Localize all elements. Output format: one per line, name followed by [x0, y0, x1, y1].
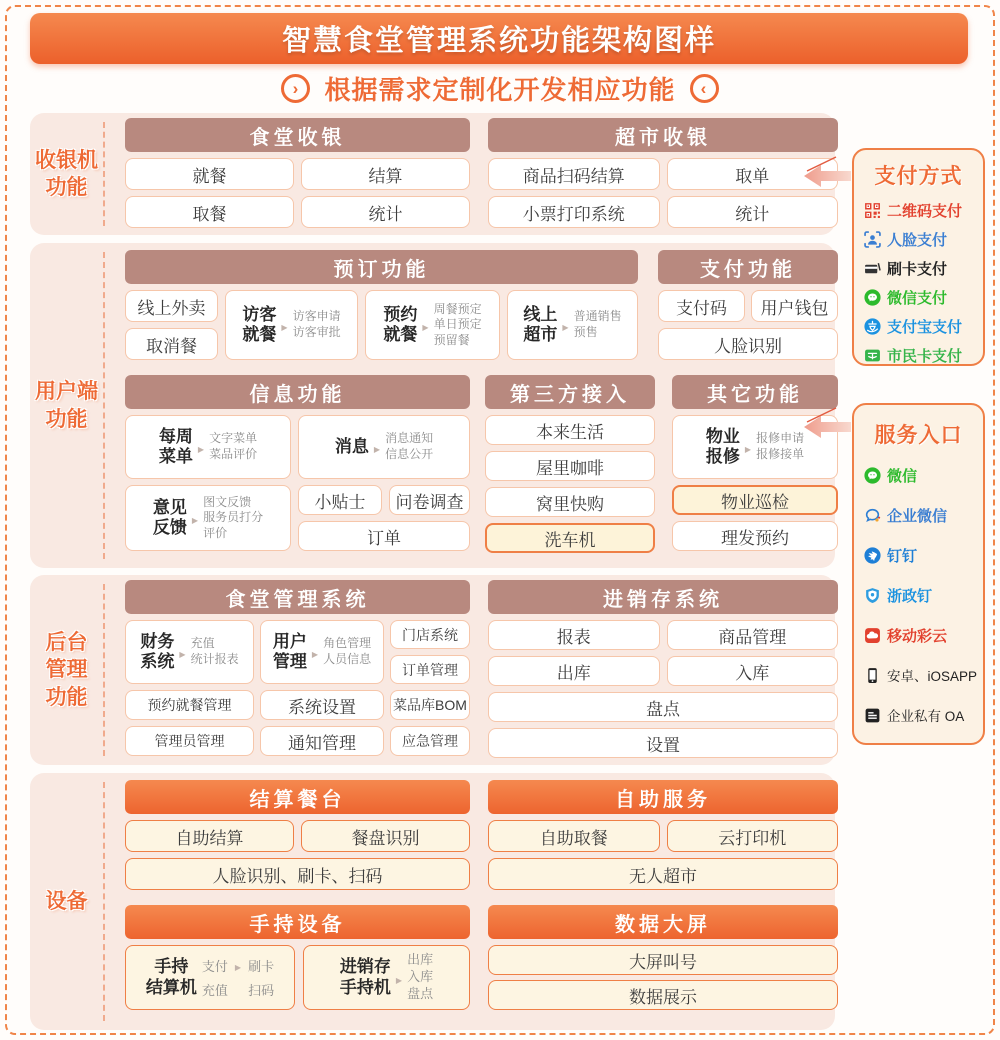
feature-box: 线上外卖 — [125, 290, 218, 322]
feature-box: 预约就餐管理 — [125, 690, 254, 720]
service-item: 安卓、iOSAPP — [854, 655, 983, 695]
feature-box: 取餐 — [125, 196, 294, 228]
section-cashier-machine — [30, 113, 835, 235]
device-box: 数据展示 — [488, 980, 838, 1010]
panel-title: 支付方式 — [874, 165, 963, 188]
page-title-text: 智慧食堂管理系统功能架构图样 — [281, 25, 716, 57]
device-box: 自助结算 — [125, 820, 294, 852]
feature-box: 商品扫码结算 — [488, 158, 660, 190]
feature-box-highlighted: 物业巡检 — [672, 485, 838, 515]
section-label-backend: 后台 管理 功能 — [30, 584, 105, 756]
group-inventory-system — [488, 580, 838, 758]
section-devices — [30, 773, 835, 1030]
arrow-right-icon — [179, 642, 185, 662]
group-other-functions — [672, 375, 838, 553]
feature-box-weekly-menu: 每周 菜单 ▶ 文字菜单 菜品评价 — [125, 415, 291, 479]
payment-methods-panel — [852, 148, 985, 366]
swipe-card-icon — [864, 260, 881, 277]
group-header: 超市收银 — [488, 118, 838, 152]
feature-box: 就餐 — [125, 158, 294, 190]
arrow-right-icon — [198, 437, 204, 457]
circle-chevron-right-icon: › — [281, 74, 310, 103]
feature-box: 订单 — [298, 521, 470, 551]
feature-box: 管理员管理 — [125, 726, 254, 756]
service-item: 钉钉 — [854, 535, 983, 575]
group-data-big-screen — [488, 905, 838, 1010]
device-box: 餐盘识别 — [301, 820, 470, 852]
connector-arrow-service — [802, 406, 852, 440]
mobile-cloud-icon — [864, 627, 881, 644]
service-item: 浙政钉 — [854, 575, 983, 615]
device-box-handheld-pos: 手持 结算机 支付 ▶ 刷卡 充值 扫码 — [125, 945, 295, 1010]
payment-item: 市民卡支付 — [854, 341, 983, 370]
feature-box-reserve-dining: 预约 就餐 ▶ 周餐预定 单日预定 预留餐 — [365, 290, 500, 360]
feature-box: 应急管理 — [390, 726, 470, 756]
arrow-right-icon — [422, 315, 428, 335]
arrow-right-icon — [192, 508, 198, 528]
device-box: 大屏叫号 — [488, 945, 838, 975]
feature-box: 人脸识别 — [658, 328, 838, 360]
feature-box: 门店系统 — [390, 620, 470, 649]
group-header: 支付功能 — [658, 250, 838, 284]
feature-box: 统计 — [667, 196, 839, 228]
device-box: 自助取餐 — [488, 820, 660, 852]
zhezheng-ding-icon — [864, 587, 881, 604]
page-title — [30, 13, 968, 64]
section-label-user: 用户端 功能 — [30, 252, 105, 559]
feature-box-feedback: 意见 反馈 ▶ 图文反馈 服务员打分 评价 — [125, 485, 291, 551]
group-booking — [125, 250, 638, 360]
group-header: 数据大屏 — [488, 905, 838, 939]
section-label-cashier: 收银机 功能 — [30, 122, 105, 226]
feature-box-highlighted: 洗车机 — [485, 523, 655, 553]
payment-item: 人脸支付 — [854, 225, 983, 254]
group-header: 自助服务 — [488, 780, 838, 814]
device-box-inventory-handheld: 进销存 手持机 ▶ 出库 入库 盘点 — [303, 945, 470, 1010]
face-scan-icon — [864, 231, 881, 248]
circle-chevron-left-icon: ‹ — [690, 74, 719, 103]
feature-box: 支付码 — [658, 290, 745, 322]
feature-box-online-market: 线上 超市 ▶ 普通销售 预售 — [507, 290, 638, 360]
feature-box: 系统设置 — [260, 690, 384, 720]
feature-box: 盘点 — [488, 692, 838, 722]
feature-box: 问卷调查 — [389, 485, 470, 515]
arrow-right-icon — [235, 958, 241, 973]
feature-box: 统计 — [301, 196, 470, 228]
group-checkout-counter — [125, 780, 470, 890]
feature-box: 出库 — [488, 656, 660, 686]
group-market-cashier — [488, 118, 838, 228]
service-item: 企业微信 — [854, 495, 983, 535]
device-box: 无人超市 — [488, 858, 838, 890]
payment-item: 二维码支付 — [854, 196, 983, 225]
wechat-icon — [864, 289, 881, 306]
group-header: 进销存系统 — [488, 580, 838, 614]
section-label-devices: 设备 — [30, 782, 105, 1021]
feature-box: 通知管理 — [260, 726, 384, 756]
subtitle-text: 根据需求定制化开发相应功能 — [324, 74, 676, 105]
feature-box-message: 消息 ▶ 消息通知 信息公开 — [298, 415, 470, 479]
service-item: 移动彩云 — [854, 615, 983, 655]
arrow-right-icon — [745, 437, 751, 457]
group-third-party — [485, 375, 655, 553]
arrow-right-icon — [562, 315, 568, 335]
arrow-right-icon — [396, 968, 402, 988]
citizen-card-icon — [864, 347, 881, 364]
payment-item: 支付宝支付 — [854, 312, 983, 341]
group-header: 第三方接入 — [485, 375, 655, 409]
arrow-right-icon — [312, 642, 318, 662]
group-header: 预订功能 — [125, 250, 638, 284]
group-header: 结算餐台 — [125, 780, 470, 814]
feature-box: 小票打印系统 — [488, 196, 660, 228]
group-handheld-devices — [125, 905, 470, 1010]
alipay-icon — [864, 318, 881, 335]
page-subtitle — [0, 69, 1000, 107]
feature-box: 用户钱包 — [751, 290, 838, 322]
group-header: 其它功能 — [672, 375, 838, 409]
device-box: 云打印机 — [667, 820, 839, 852]
group-canteen-cashier — [125, 118, 470, 228]
service-item: 微信 — [854, 455, 983, 495]
payment-item: 微信支付 — [854, 283, 983, 312]
wechat-icon — [864, 467, 881, 484]
feature-box: 报表 — [488, 620, 660, 650]
connector-arrow-payment — [802, 155, 852, 189]
group-canteen-management-system — [125, 580, 470, 758]
feature-box: 窝里快购 — [485, 487, 655, 517]
service-item: 企业私有 OA — [854, 695, 983, 735]
section-user-side — [30, 243, 835, 568]
feature-box: 结算 — [301, 158, 470, 190]
wecom-icon — [864, 507, 881, 524]
arrow-right-icon — [281, 315, 287, 335]
feature-box: 商品管理 — [667, 620, 839, 650]
feature-box-property-repair: 物业 报修 ▶ 报修申请 报修接单 — [672, 415, 838, 479]
feature-box: 本来生活 — [485, 415, 655, 445]
panel-title: 服务入口 — [874, 424, 963, 447]
feature-box: 设置 — [488, 728, 838, 758]
dingtalk-icon — [864, 547, 881, 564]
group-header: 手持设备 — [125, 905, 470, 939]
arrow-right-icon — [374, 437, 380, 457]
mobile-phone-icon — [864, 667, 881, 684]
feature-box-user-management: 用户 管理 ▶ 角色管理 人员信息 — [260, 620, 384, 684]
feature-box: 取消餐 — [125, 328, 218, 360]
device-box: 人脸识别、刷卡、扫码 — [125, 858, 470, 890]
feature-box: 取单 — [667, 158, 839, 190]
qr-code-icon — [864, 202, 881, 219]
feature-box: 订单管理 — [390, 655, 470, 684]
feature-box-visitor-dining: 访客 就餐 ▶ 访客申请 访客审批 — [225, 290, 358, 360]
group-info-function — [125, 375, 470, 553]
feature-box: 菜品库BOM — [390, 690, 470, 720]
feature-box: 理发预约 — [672, 521, 838, 551]
feature-box: 入库 — [667, 656, 839, 686]
group-header: 食堂收银 — [125, 118, 470, 152]
service-entry-panel — [852, 403, 985, 745]
section-backend-management — [30, 575, 835, 765]
payment-item: 刷卡支付 — [854, 254, 983, 283]
group-self-service — [488, 780, 838, 890]
feature-box-finance-system: 财务 系统 ▶ 充值 统计报表 — [125, 620, 254, 684]
group-payment-function — [658, 250, 838, 360]
enterprise-oa-icon — [864, 707, 881, 724]
feature-box: 屋里咖啡 — [485, 451, 655, 481]
group-header: 信息功能 — [125, 375, 470, 409]
group-header: 食堂管理系统 — [125, 580, 470, 614]
feature-box: 小贴士 — [298, 485, 382, 515]
